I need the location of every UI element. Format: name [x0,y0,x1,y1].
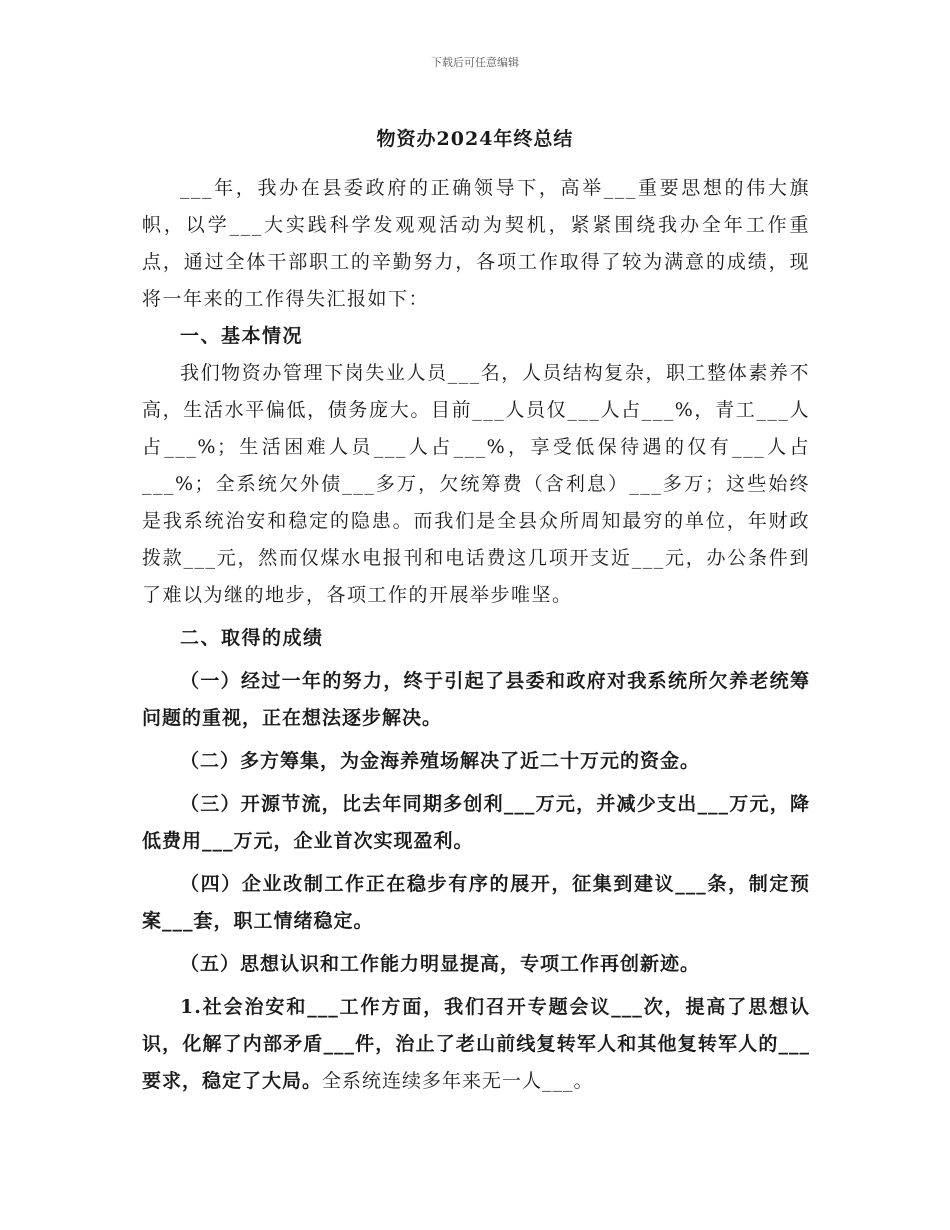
achievement-item-5: （五）思想认识和工作能力明显提高，专项工作再创新迹。 [180,953,701,975]
achievement-item-1: （一）经过一年的努力，终于引起了县委和政府对我系统所欠养老统筹问题的重视，正在想法逐步解决。 [142,670,810,729]
page-header: 下载后可任意编辑 [431,56,519,69]
achievement-item-4: （四）企业改制工作正在稳步有序的展开，征集到建议___条，制定预案___套，职工情绪稳定。 [142,873,810,932]
sub-item-1-plain-text: 全系统连续多年来无一人___。 [322,1070,594,1092]
achievement-item-3: （三）开源节流，比去年同期多创利___万元，并减少支出___万元，降低费用___万元，企业首次实现盈利。 [142,793,810,852]
document-body [142,170,810,1100]
document-title: 物资办2024年终总结 [376,128,574,150]
sub-item-1-bold-text: 1.社会治安和___工作方面，我们召开专题会议___次，提高了思想认识，化解了内部矛盾___件，治止了老山前线复转军人和其他复转军人的___要求，稳定了大局。 [142,996,810,1092]
sub-item-1 [142,989,810,1100]
basic-situation-paragraph: 我们物资办管理下岗失业人员___名，人员结构复杂，职工整体素养不高，生活水平偏低，债务庞大。目前___人员仅___人占___%，青工___人占___%；生活困难人员___人占___%，享受低保待遇的仅有___人占___%；全系统欠外债___多万，欠统筹费（含利息）___多万；这些始终是我系统治安和稳定的隐患。而我们是全县众所周知最穷的单位，年财政拨款___元，然而仅煤水电报刊和电话费这几项开支近___元，办公条件到了难以为继的地步，各项工作的开展举步唯坚。 [142,362,810,606]
intro-paragraph: ___年，我办在县委政府的正确领导下，高举___重要思想的伟大旗帜，以学___大实践科学发观观活动为契机，紧紧围绕我办全年工作重点，通过全体干部职工的辛勤努力，各项工作取得了较为满意的成绩，现将一年来的工作得失汇报如下： [142,177,810,310]
achievement-item-2: （二）多方筹集，为金海养殖场解决了近二十万元的资金。 [180,750,701,772]
section-heading-basic: 一、基本情况 [180,325,304,347]
section-heading-achievements: 二、取得的成绩 [180,627,324,649]
